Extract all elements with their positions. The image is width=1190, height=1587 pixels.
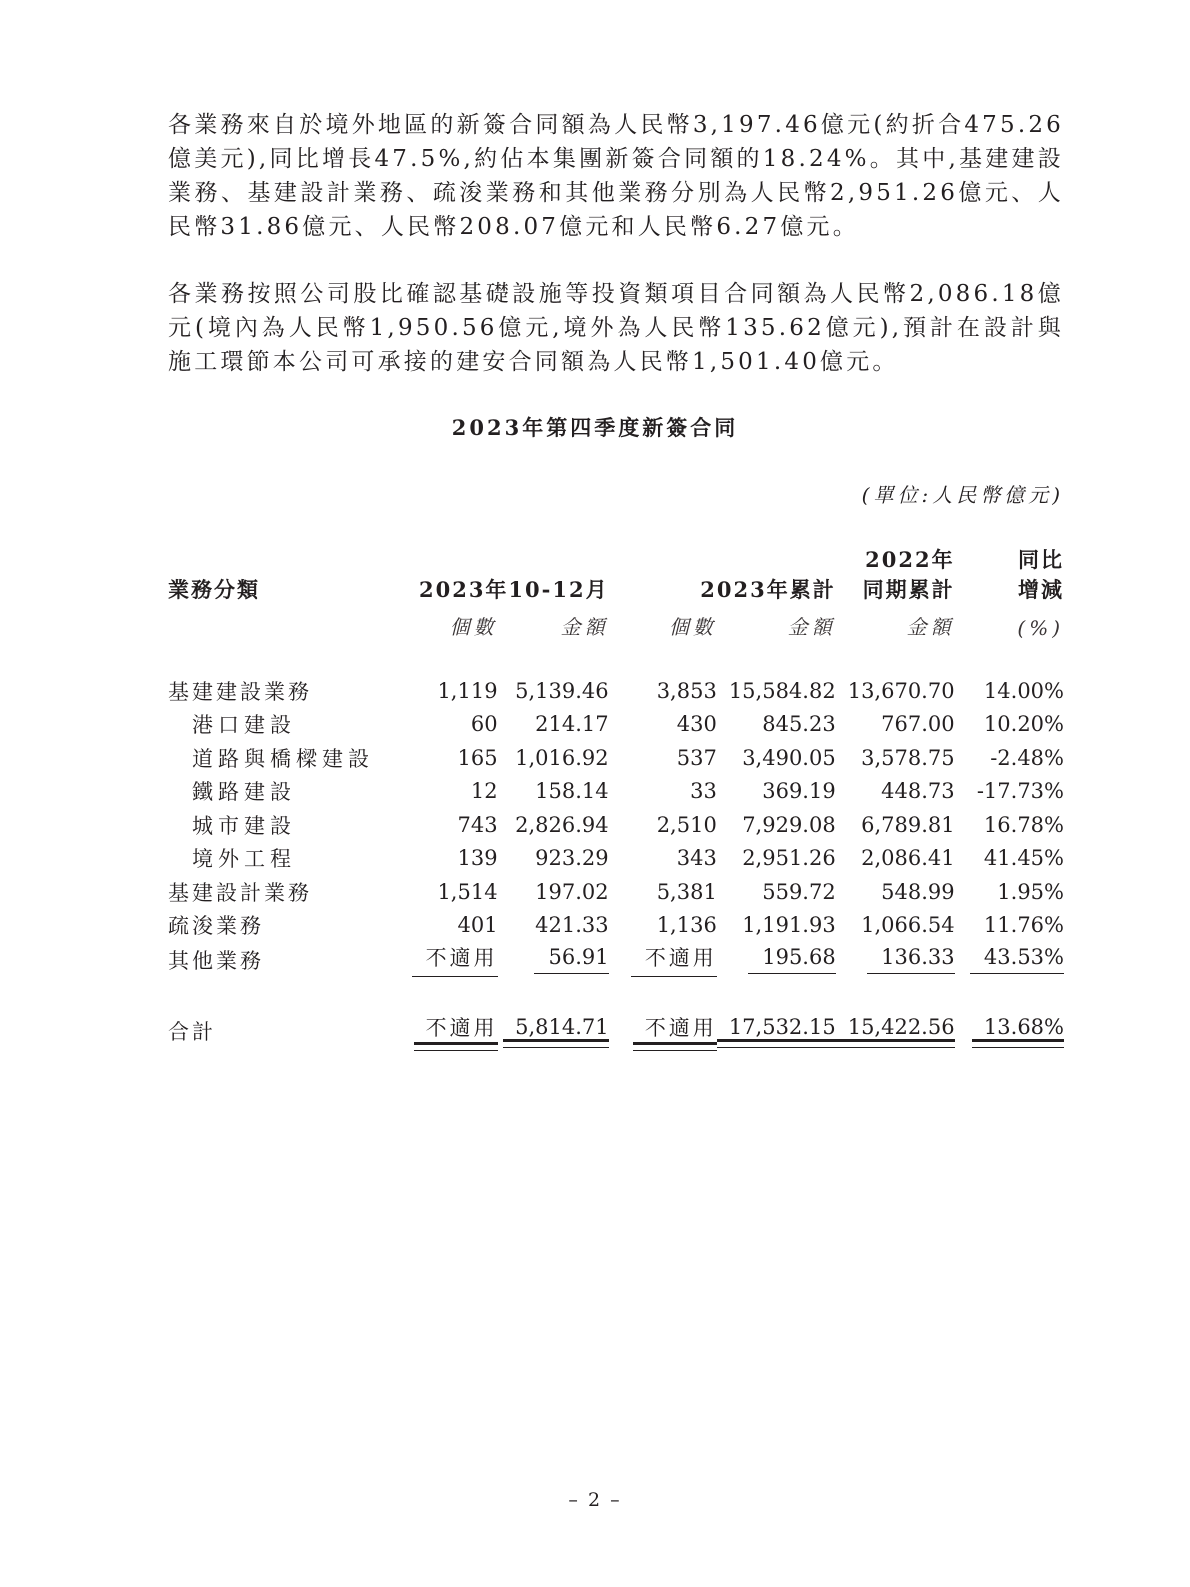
table-row <box>168 775 1064 809</box>
cell-yoy-change: 1.95% <box>997 879 1064 904</box>
cell-q4-count: 139 <box>457 846 498 871</box>
cell-ytd-amount: 195.68 <box>748 945 835 974</box>
cell-prior-amount: 136.33 <box>867 945 954 974</box>
cell-ytd-count: 1,136 <box>656 913 717 938</box>
subheader-percent: (%) <box>1017 616 1064 640</box>
subheader-amount: 金額 <box>787 615 836 639</box>
cell-ytd-amount: 3,490.05 <box>742 745 836 770</box>
cell-yoy-change: 10.20% <box>983 712 1064 737</box>
cell-ytd-count: 33 <box>690 779 717 804</box>
row-category: 鐵路建設 <box>192 780 296 805</box>
cell-ytd-amount: 2,951.26 <box>742 846 836 871</box>
cell-ytd-count: 2,510 <box>656 812 717 837</box>
header-change: 增減 <box>1018 577 1064 602</box>
cell-prior-amount: 548.99 <box>881 879 955 904</box>
header-yoy: 同比 <box>1018 547 1064 572</box>
cell-q4-count: 60 <box>470 712 498 737</box>
table-row <box>168 741 1064 775</box>
subheader-amount: 金額 <box>906 615 955 639</box>
cell-prior-amount: 1,066.54 <box>861 913 955 938</box>
cell-ytd-count: 537 <box>676 745 717 770</box>
subheader-count: 個數 <box>449 615 498 639</box>
cell-ytd-amount: 15,584.82 <box>728 678 836 703</box>
cell-prior-amount: 767.00 <box>881 712 955 737</box>
table-row <box>168 942 1064 977</box>
header-row-main <box>168 574 1064 604</box>
cell-ytd-count: 5,381 <box>656 879 717 904</box>
row-category: 疏浚業務 <box>168 914 264 939</box>
table-title: 2023年第四季度新簽合同 <box>451 415 739 440</box>
cell-q4-amount: 421.33 <box>535 913 609 938</box>
cell-ytd-count: 不適用 <box>631 942 717 977</box>
cell-q4-count: 1,514 <box>437 879 498 904</box>
table-row <box>168 842 1064 876</box>
cell-yoy-change: -17.73% <box>976 779 1064 804</box>
cell-ytd-amount: 1,191.93 <box>742 913 836 938</box>
cell-ytd-count: 343 <box>676 846 717 871</box>
paragraph-overseas-contracts: 各業務來自於境外地區的新簽合同額為人民幣3,197.46億元(約折合475.26億美元),同比增長47.5%,約佔本集團新簽合同額的18.24%。其中,基建建設業務、基建設計業務、疏浚業務和其他業務分別為人民幣2,951.26億元、人民幣31.86億元、人民幣208.07億元和人民幣6.27億元。 <box>168 112 1064 240</box>
cell-prior-amount: 3,578.75 <box>861 745 955 770</box>
table-body <box>168 674 1064 977</box>
row-category: 港口建設 <box>192 713 296 738</box>
cell-ytd-count: 3,853 <box>656 678 717 703</box>
cell-prior-amount: 2,086.41 <box>861 846 955 871</box>
cell-yoy-change: 14.00% <box>983 678 1064 703</box>
header-prior-cumulative: 同期累計 <box>862 577 955 602</box>
cell-ytd-amount: 7,929.08 <box>742 812 836 837</box>
header-category: 業務分類 <box>168 577 260 602</box>
header-prior-year: 2022年 <box>865 547 955 572</box>
header-period-ytd: 2023年累計 <box>700 577 836 602</box>
total-yoy: 13.68% <box>972 1015 1064 1048</box>
cell-q4-count: 401 <box>457 913 498 938</box>
subheader-count: 個數 <box>668 615 717 639</box>
cell-yoy-change: -2.48% <box>990 745 1064 770</box>
cell-q4-amount: 197.02 <box>535 879 609 904</box>
row-category: 其他業務 <box>168 948 264 973</box>
cell-q4-amount: 2,826.94 <box>515 812 609 837</box>
new-contracts-table <box>168 544 1064 1051</box>
cell-q4-amount: 5,139.46 <box>515 678 609 703</box>
total-q4-amount: 5,814.71 <box>503 1015 609 1048</box>
cell-prior-amount: 6,789.81 <box>861 812 955 837</box>
cell-q4-amount: 214.17 <box>535 712 609 737</box>
row-category: 基建設計業務 <box>168 880 312 905</box>
page-number: – 2 – <box>568 1489 622 1511</box>
total-prior-amount: 15,422.56 <box>836 1015 955 1048</box>
table-row <box>168 909 1064 943</box>
cell-yoy-change: 11.76% <box>983 913 1064 938</box>
paragraph-investment-contracts: 各業務按照公司股比確認基礎設施等投資類項目合同額為人民幣2,086.18億元(境內為人民幣1,950.56億元,境外為人民幣135.62億元),預計在設計與施工環節本公司可承接的建安合同額為人民幣1,501.40億元。 <box>168 281 1064 375</box>
cell-yoy-change: 43.53% <box>970 945 1064 974</box>
row-category: 基建建設業務 <box>168 679 312 704</box>
total-label: 合計 <box>168 1020 216 1044</box>
total-ytd-count: 不適用 <box>633 1012 717 1051</box>
row-category: 境外工程 <box>192 847 296 872</box>
cell-ytd-amount: 845.23 <box>762 712 836 737</box>
cell-q4-count: 165 <box>457 745 498 770</box>
row-category: 道路與橋樑建設 <box>192 746 374 771</box>
cell-q4-amount: 923.29 <box>535 846 609 871</box>
cell-q4-amount: 1,016.92 <box>515 745 609 770</box>
table-row <box>168 674 1064 708</box>
cell-ytd-amount: 559.72 <box>762 879 836 904</box>
cell-q4-count: 不適用 <box>412 942 498 977</box>
cell-yoy-change: 41.45% <box>983 846 1064 871</box>
header-row-sub <box>168 604 1064 640</box>
total-q4-count: 不適用 <box>414 1012 498 1051</box>
table-row <box>168 808 1064 842</box>
table-row <box>168 875 1064 909</box>
cell-ytd-count: 430 <box>676 712 717 737</box>
cell-q4-count: 12 <box>470 779 498 804</box>
cell-q4-amount: 158.14 <box>535 779 609 804</box>
cell-q4-amount: 56.91 <box>534 945 608 974</box>
row-category: 城市建設 <box>192 813 296 838</box>
cell-yoy-change: 16.78% <box>983 812 1064 837</box>
cell-ytd-amount: 369.19 <box>762 779 836 804</box>
total-ytd-amount: 17,532.15 <box>717 1015 836 1048</box>
header-period-q4: 2023年10-12月 <box>418 577 609 602</box>
cell-prior-amount: 448.73 <box>881 779 955 804</box>
header-row-top <box>168 544 1064 574</box>
cell-q4-count: 743 <box>457 812 498 837</box>
cell-q4-count: 1,119 <box>437 678 498 703</box>
cell-prior-amount: 13,670.70 <box>847 678 955 703</box>
subheader-amount: 金額 <box>560 615 609 639</box>
table-row <box>168 708 1064 742</box>
table-unit-note: (單位:人民幣億元) <box>861 483 1064 507</box>
total-row <box>168 1011 1064 1051</box>
